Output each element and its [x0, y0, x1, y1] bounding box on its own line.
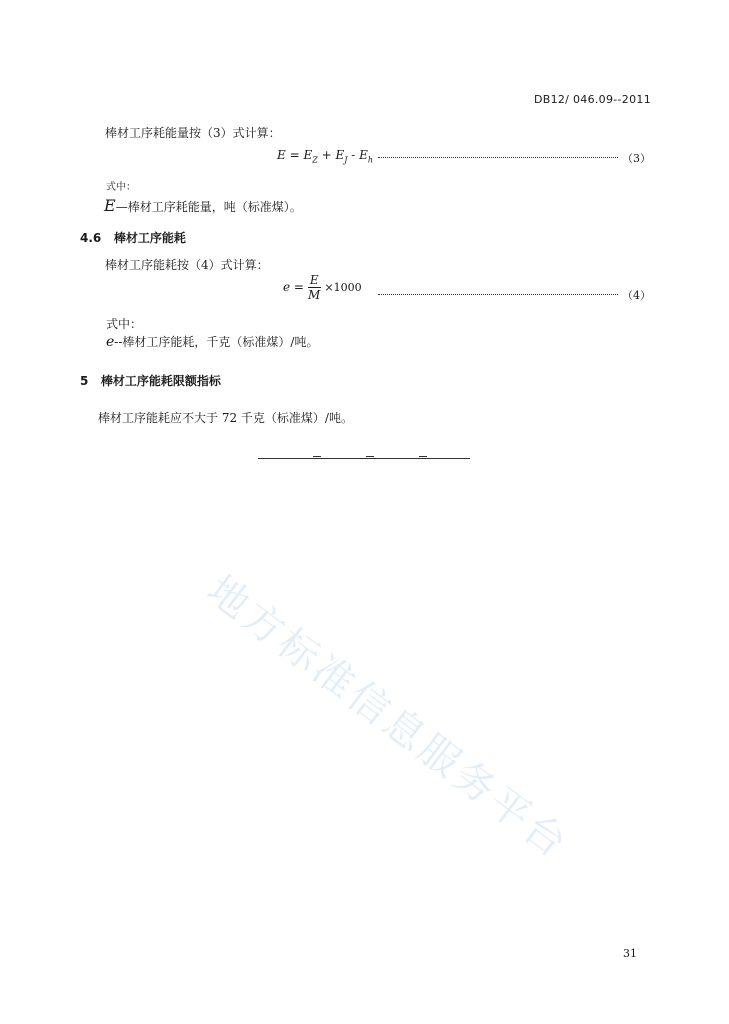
standard-code: DB12/ 046.09--2011 — [533, 93, 651, 106]
section-5-heading — [80, 372, 221, 389]
eq3-def-symbol: E — [104, 196, 116, 215]
eq4-definition — [106, 333, 318, 350]
section-5-body: 棒材工序能耗应不大于 72 千克（标准煤）/吨。 — [98, 411, 353, 425]
section-4-6-number: 4.6 — [80, 231, 102, 245]
eq3-leader-dots — [378, 157, 618, 158]
page-number: 31 — [623, 947, 637, 960]
eq4-multiplier: ×1000 — [324, 281, 362, 294]
eq3-def-text: —棒材工序耗能量，吨（标准煤）。 — [115, 200, 302, 214]
eq4-def-symbol: e — [106, 334, 115, 350]
end-rule-tick — [313, 456, 321, 457]
eq4-denominator: M — [308, 288, 321, 302]
section-4-6-heading — [80, 229, 186, 246]
eq4-where: 式中： — [106, 317, 143, 331]
end-rule — [258, 458, 470, 459]
eq4-formula — [283, 273, 362, 302]
eq3-where: 式中： — [106, 182, 136, 193]
watermark: 地方标准信息服务平台 — [198, 567, 578, 869]
eq4-intro: 棒材工序能耗按（4）式计算： — [105, 258, 269, 272]
eq4-fraction — [308, 273, 321, 302]
eq4-number: （4） — [622, 289, 651, 302]
section-5-number: 5 — [80, 374, 89, 388]
section-5-title: 棒材工序能耗限额指标 — [100, 374, 221, 388]
eq3-formula: $E = E_Z + E_J - E_h$ — [277, 148, 374, 165]
eq4-leader-dots — [378, 294, 618, 295]
eq3-definition — [104, 196, 302, 215]
eq4-def-text: --棒材工序能耗，千克（标准煤）/吨。 — [114, 335, 319, 349]
eq3-number: （3） — [622, 152, 651, 165]
eq4-lhs: e = — [283, 280, 304, 294]
eq3-intro: 棒材工序耗能量按（3）式计算： — [105, 126, 281, 140]
section-4-6-title: 棒材工序能耗 — [113, 231, 186, 245]
eq4-numerator: E — [309, 273, 319, 287]
end-rule-tick — [366, 456, 374, 457]
end-rule-tick — [419, 456, 427, 457]
